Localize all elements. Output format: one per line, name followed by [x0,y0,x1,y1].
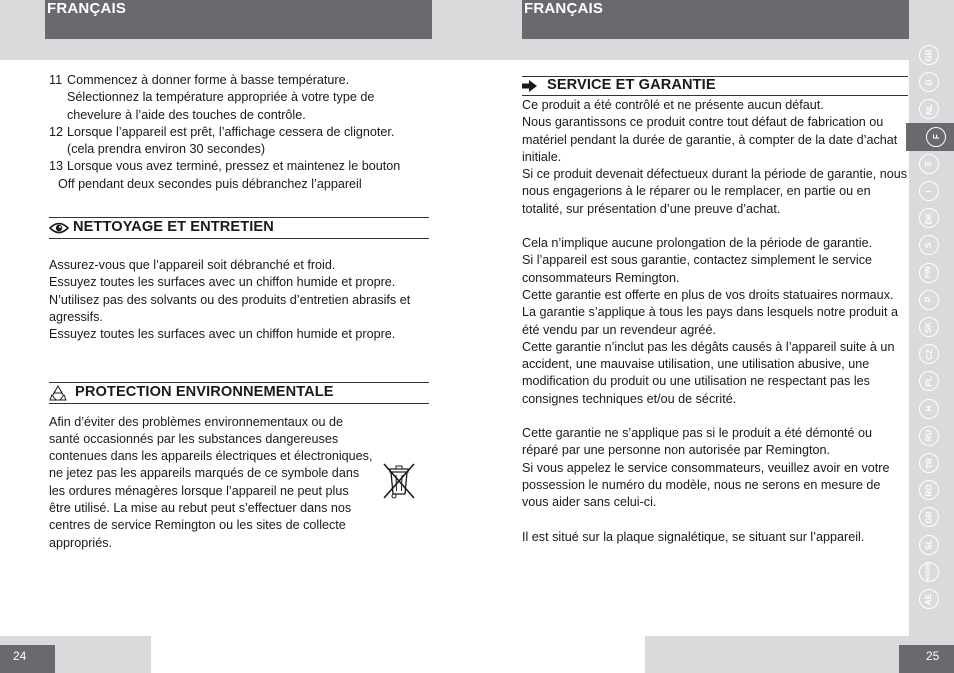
language-tab-label: I [924,189,934,193]
language-tab-label: S [924,242,934,249]
service-paragraph: Nous garantissons ce produit contre tout défaut de fabrication ou matériel pendant la durée de garantie, à compter de la date d’achat initiale. [522,115,898,164]
language-tab-e[interactable] [919,154,939,174]
language-tab-label: DK [924,212,934,224]
language-tab-label: SL [924,539,934,550]
header-title-left: FRANÇAIS [45,0,432,39]
language-tab-label: E [924,161,934,167]
service-paragraph: Si ce produit devenait défectueux durant la période de garantie, nous nous engagerions à le réparer ou le remplacer, en partie ou en totalité, sur présentation d’une preuve d’achat. [522,167,908,216]
language-tab-p[interactable] [919,290,939,310]
language-tab-gb[interactable] [919,45,939,65]
service-paragraph: Cette garantie n’inclut pas les dégâts causés à l’appareil suite à un accident, une mauvaise utilisation, une utilisation abusive, une modification du produit ou une utilisation ne respectant pas les consignes techniques et/ou de sécrité. [522,339,895,406]
service-paragraph: Si vous appelez le service consommateurs, veuillez avoir en votre possession le numéro du modèle, nous ne serons en mesure de vous aider sans celui-ci. [522,460,890,510]
step-text: Lorsque l’appareil est prêt, l’affichage cessera de clignoter. [67,124,395,139]
language-tab-label: D [924,79,934,86]
language-tab-f[interactable] [906,123,954,151]
service-paragraph: Cette garantie ne s’applique pas si le produit a été démonté ou réparé par une personne non autorisée par Remington. [522,426,873,458]
step-12 [49,124,429,141]
cleaning-section-heading [49,217,429,239]
service-section-heading [522,76,908,96]
service-paragraph: Cela n’implique aucune prolongation de la période de garantie. [522,236,873,251]
step-text: Commencez à donner forme à basse température. [67,73,350,87]
step-11-continued: Sélectionnez la température appropriée à votre type de chevelure à l’aide des touches de contrôle. [67,90,375,122]
service-paragraph: La garantie s’applique à tous les pays dans lesquels notre produit a été vendu par un revendeur agréé. [522,305,898,337]
language-tab-label: SK [924,321,934,333]
page-number-right: 25 [899,645,954,673]
left-page-content [49,72,429,552]
recycle-icon [49,385,67,401]
language-tab-i[interactable] [919,181,939,201]
language-tab-label: NL [924,104,934,115]
language-tab-label: P [924,297,934,303]
language-tab-sl[interactable] [919,535,939,555]
crossed-out-bin-icon [381,462,417,505]
service-paragraph: Ce produit a été contrôlé et ne présente aucun défaut. [522,98,824,112]
step-number: 11 [49,73,63,87]
service-paragraph: Si l’appareil est sous garantie, contactez simplement le service consommateurs Remington. [522,253,872,285]
language-tab-label: F [931,134,941,140]
header-title-right: FRANÇAIS [522,0,909,39]
language-tab-tr[interactable] [919,453,939,473]
step-12-continued: (cela prendra environ 30 secondes) [67,142,266,157]
step-11 [49,72,429,89]
step-13-continued: Off pendant deux secondes puis débranchez l’appareil [58,176,362,191]
step-number: 12 [49,124,64,139]
language-tab-hr-srb[interactable] [919,562,939,582]
language-tab-label: HR/SRB [926,562,933,582]
page-number-left: 24 [0,645,55,673]
cleaning-paragraph: Essuyez toutes les surfaces avec un chiffon humide et propre. [49,275,396,290]
service-title: SERVICE ET GARANTIE [547,77,716,94]
language-tab-ru[interactable] [919,426,939,446]
language-tab-label: RU [924,430,934,442]
cleaning-paragraph: Essuyez toutes les surfaces avec un chiffon humide et propre. [49,327,396,342]
language-tab-sk[interactable] [919,317,939,337]
language-tab-label: GR [924,511,934,524]
step-text: Lorsque vous avez terminé, pressez et maintenez le bouton [67,159,401,174]
language-tab-label: FIN [925,266,933,279]
cleaning-title: NETTOYAGE ET ENTRETIEN [73,219,274,236]
language-tab-label: H [924,405,934,412]
arrow-right-icon [522,80,538,92]
service-paragraph: Il est situé sur la plaque signalétique, se situant sur l’appareil. [522,529,865,544]
language-tab-label: PL [924,376,934,387]
language-tab-h[interactable] [919,399,939,419]
language-tab-label: TR [924,457,934,469]
language-tab-fin[interactable] [919,263,939,283]
environment-title: PROTECTION ENVIRONNEMENTALE [75,383,334,400]
language-tab-label: GB [924,49,934,61]
cleaning-paragraph: N’utilisez pas des solvants ou des produits d’entretien abrasifs et agressifs. [49,292,411,324]
language-tab-label: CZ [924,348,934,360]
environment-section-heading [49,382,429,404]
environment-text: Afin d’éviter des problèmes environnementaux ou de santé occasionnés par les substances dangereuses contenues dans les appareils électriques et électroniques, ne jetez pas les appareils marqués de ce symbole dans les ordures ménagères lorsque l’appareil ne peut plus être utilisé. La mise au rebut peut s’effectuer dans nos centres de service Remington ou les sites de collecte appropriés. [49,414,373,550]
right-page-content [522,76,908,546]
step-13 [49,158,429,175]
service-paragraph: Cette garantie est offerte en plus de vos droits statuaires normaux. [522,287,894,302]
step-number: 13 [49,159,64,174]
language-tab-label: AE [924,593,934,605]
eye-icon [49,221,69,235]
cleaning-paragraph: Assurez-vous que l’appareil soit débranché et froid. [49,258,336,273]
environment-body [49,414,429,552]
language-tab-ae[interactable] [919,589,939,609]
language-tab-label: RO [924,484,934,497]
